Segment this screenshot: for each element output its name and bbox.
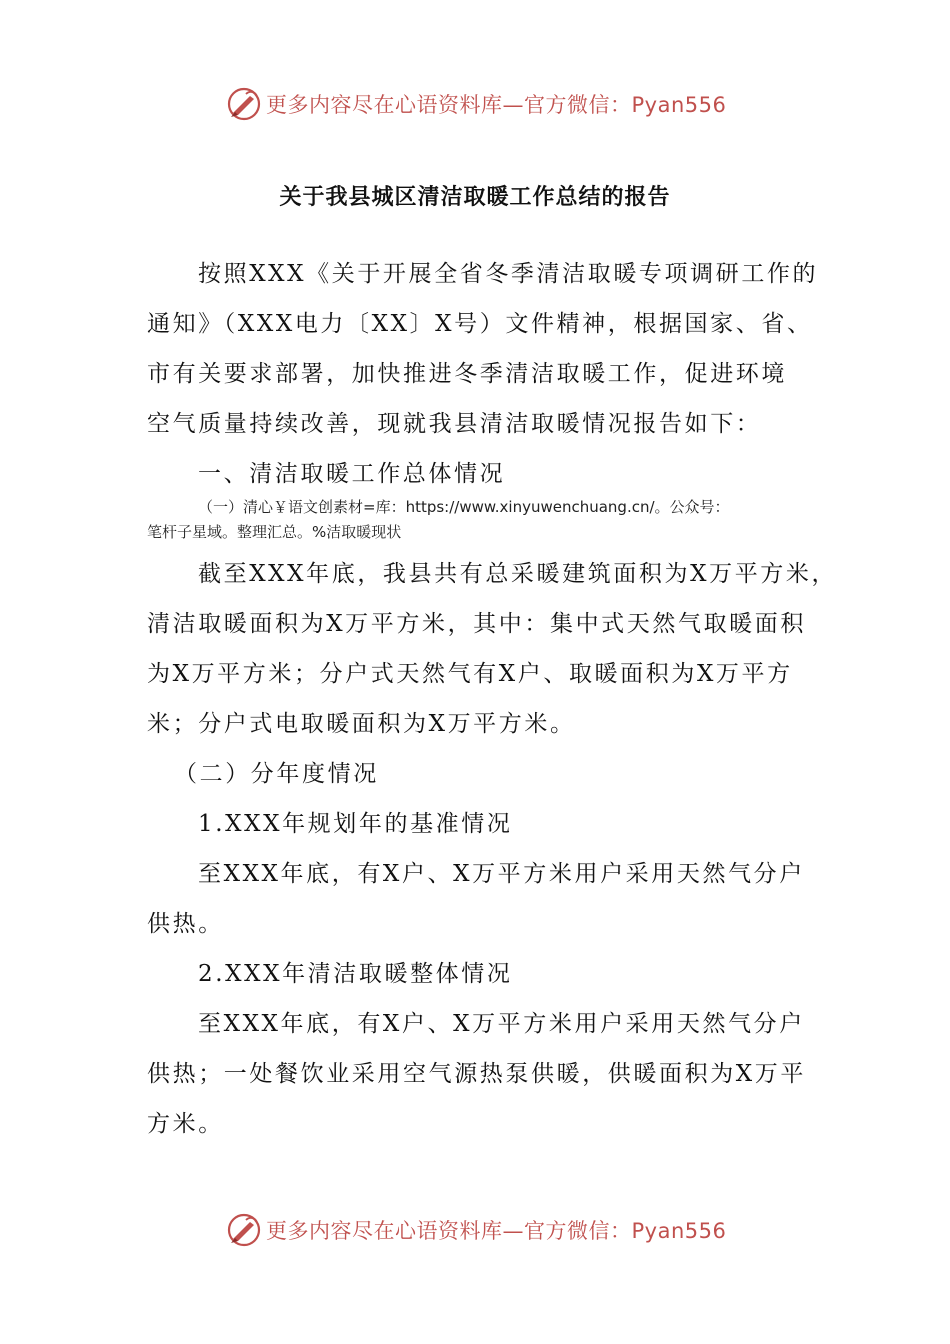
item-heading: 1.XXX年规划年的基准情况 [198, 811, 513, 837]
body-line: 为X万平方米；分户式天然气有X户、取暖面积为X万平方 [147, 661, 793, 687]
body-line: 截至XXX年底，我县共有总采暖建筑面积为X万平方米， [198, 561, 838, 587]
subsection-heading-small: 笔杆子星域。整理汇总。%洁取暖现状 [147, 523, 402, 541]
intro-line: 按照XXX《关于开展全省冬季清洁取暖专项调研工作的 [198, 261, 819, 287]
section-heading: 一、清洁取暖工作总体情况 [198, 461, 506, 487]
pen-circle-logo-icon [226, 86, 262, 122]
intro-line: 通知》（XXX电力〔XX〕X号）文件精神，根据国家、省、 [147, 311, 813, 337]
intro-line: 市有关要求部署，加快推进冬季清洁取暖工作，促进环境 [147, 361, 787, 387]
body-line: 至XXX年底，有X户、X万平方米用户采用天然气分户 [198, 861, 805, 887]
watermark-text: 更多内容尽在心语资料库—官方微信：Pyan556 [266, 93, 727, 117]
watermark-text: 更多内容尽在心语资料库—官方微信：Pyan556 [266, 1219, 727, 1243]
subsection-heading: （二）分年度情况 [174, 761, 379, 787]
footer-watermark [226, 1208, 726, 1252]
body-line: 米；分户式电取暖面积为X万平方米。 [147, 711, 576, 737]
body-line: 至XXX年底，有X户、X万平方米用户采用天然气分户 [198, 1011, 805, 1037]
body-line: 清洁取暖面积为X万平方米，其中：集中式天然气取暖面积 [147, 611, 806, 637]
item-heading: 2.XXX年清洁取暖整体情况 [198, 961, 513, 987]
header-watermark [226, 82, 726, 126]
body-line: 供热；一处餐饮业采用空气源热泵供暖，供暖面积为X万平 [147, 1061, 806, 1087]
pen-circle-logo-icon [226, 1212, 262, 1248]
body-line: 方米。 [147, 1111, 224, 1137]
subsection-heading-small: （一）清心￥语文创素材=库：https://www.xinyuwenchuang.cn/。公众号： [198, 498, 730, 516]
intro-line: 空气质量持续改善，现就我县清洁取暖情况报告如下： [147, 411, 762, 437]
body-line: 供热。 [147, 911, 224, 937]
document-title: 关于我县城区清洁取暖工作总结的报告 [279, 185, 671, 210]
